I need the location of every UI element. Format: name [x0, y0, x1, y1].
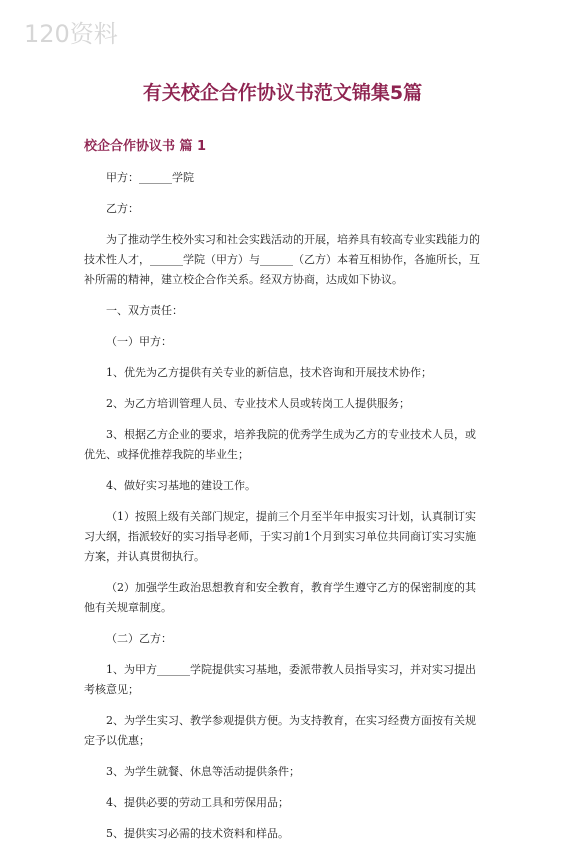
section-title: 校企合作协议书 篇 1	[84, 139, 207, 154]
paragraph-b-item-3: 3、为学生就餐、休息等活动提供条件；	[106, 765, 300, 778]
paragraph-a-item-3: 3、根据乙方企业的要求，培养我院的优秀学生成为乙方的专业技术人员，或优先、或择优推荐我院的毕业生；	[84, 428, 476, 461]
paragraph-party-a: 甲方：______学院	[106, 171, 194, 184]
paragraph-party-b: 乙方：	[106, 202, 139, 215]
paragraph-responsibilities-heading: 一、双方责任：	[106, 304, 183, 317]
watermark-logo: 120资料	[24, 20, 118, 48]
paragraph-party-a-heading: （一）甲方：	[106, 335, 172, 348]
paragraph-a-item-2: 2、为乙方培训管理人员、专业技术人员或转岗工人提供服务；	[106, 397, 410, 410]
document-title: 有关校企合作协议书范文锦集5篇	[142, 82, 423, 104]
paragraph-a-item-1: 1、优先为乙方提供有关专业的新信息，技术咨询和开展技术协作；	[106, 366, 432, 379]
document-body	[84, 168, 480, 855]
paragraph-intro: 为了推动学生校外实习和社会实践活动的开展，培养具有较高专业实践能力的技术性人才，______学院（甲方）与______（乙方）本着互相协作，各施所长，互补所需的精神，建立校企合作关系。经双方协商，达成如下协议。	[84, 233, 480, 286]
paragraph-b-item-1: 1、为甲方______学院提供实习基地，委派带教人员指导实习，并对实习提出考核意见；	[84, 663, 476, 696]
paragraph-b-item-2: 2、为学生实习、教学参观提供方便。为支持教育，在实习经费方面按有关规定予以优惠；	[84, 714, 476, 747]
paragraph-b-item-4: 4、提供必要的劳动工具和劳保用品；	[106, 796, 289, 809]
paragraph-party-b-heading: （二）乙方：	[106, 632, 172, 645]
paragraph-a-item-4: 4、做好实习基地的建设工作。	[106, 479, 256, 492]
paragraph-b-item-5: 5、提供实习必需的技术资料和样品。	[106, 827, 289, 840]
paragraph-a-subitem-1: （1）按照上级有关部门规定，提前三个月至半年申报实习计划，认真制订实习大纲，指派较好的实习指导老师，于实习前1个月到实习单位共同商订实习实施方案，并认真贯彻执行。	[84, 510, 476, 563]
paragraph-a-subitem-2: （2）加强学生政治思想教育和安全教育，教育学生遵守乙方的保密制度的其他有关规章制度。	[84, 581, 476, 614]
